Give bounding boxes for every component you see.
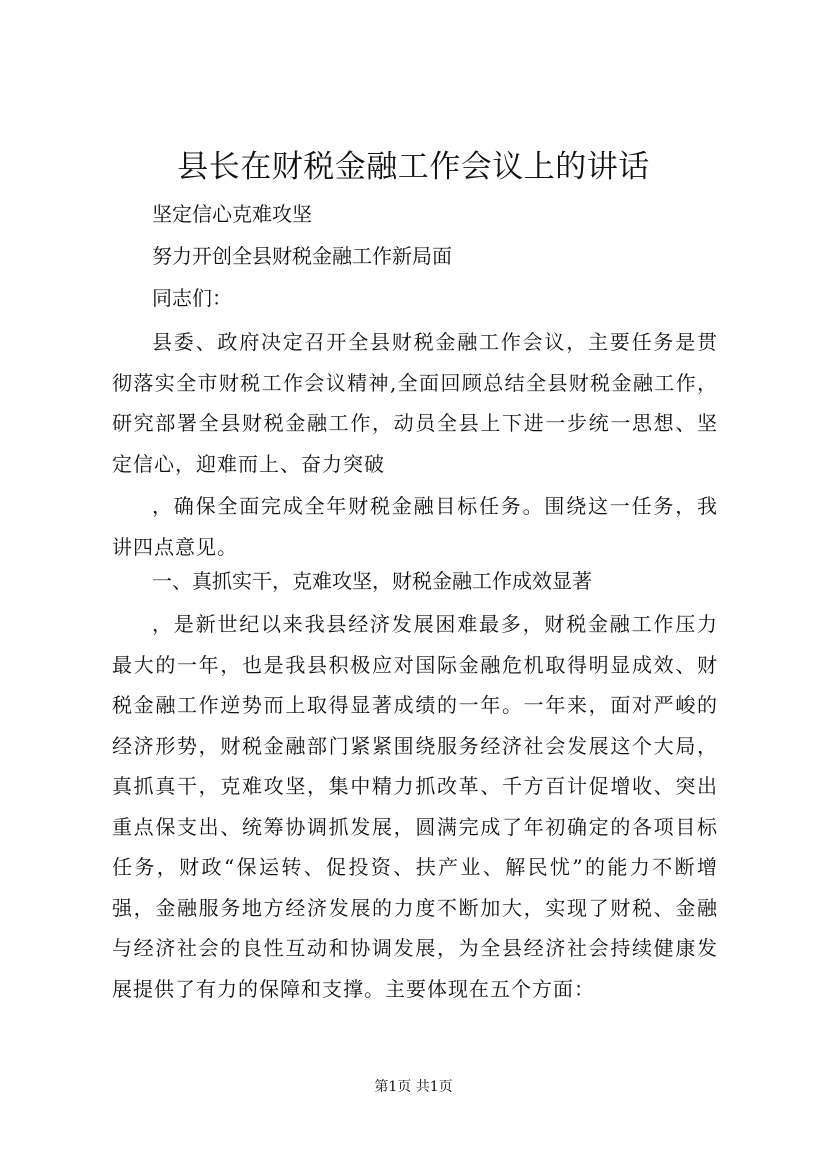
subtitle-line-1: 坚定信心克难攻坚 [152, 202, 312, 226]
page-footer: 第1页 共1页 [374, 1079, 453, 1095]
salutation: 同志们： [152, 286, 232, 310]
subtitle-line-2: 努力开创全县财税金融工作新局面 [152, 244, 452, 268]
paragraph-3: ，是新世纪以来我县经济发展困难最多，财税金融工作压力最大的一年，也是我县积极应对国际金融危机取得明显成效、财税金融工作逆势而上取得显著成绩的一年。一年来，面对严峻的经济形势，财税金融部门紧紧围绕服务经济社会发展这个大局，真抓真干，克难攻坚，集中精力抓改革、千方百计促增收、突出重点保支出、统筹协调抓发展，圆满完成了年初确定的各项目标任务，财政“保运转、促投资、扶产业、解民忧”的能力不断增强，金融服务地方经济发展的力度不断加大，实现了财税、金融与经济社会的良性互动和协调发展，为全县经济社会持续健康发展提供了有力的保障和支撑。主要体现在五个方面： [112, 612, 718, 1001]
document-title: 县长在财税金融工作会议上的讲话 [177, 149, 650, 185]
paragraph-1: 县委、政府决定召开全县财税金融工作会议，主要任务是贯彻落实全市财税工作会议精神,全面回顾总结全县财税金融工作，研究部署全县财税金融工作，动员全县上下进一步统一思想、坚定信心，迎难而上、奋力突破 [112, 330, 718, 476]
paragraph-2: ，确保全面完成全年财税金融目标任务。围绕这一任务，我讲四点意见。 [112, 494, 718, 559]
section-heading-1: 一、真抓实干，克难攻坚，财税金融工作成效显著 [152, 569, 592, 593]
